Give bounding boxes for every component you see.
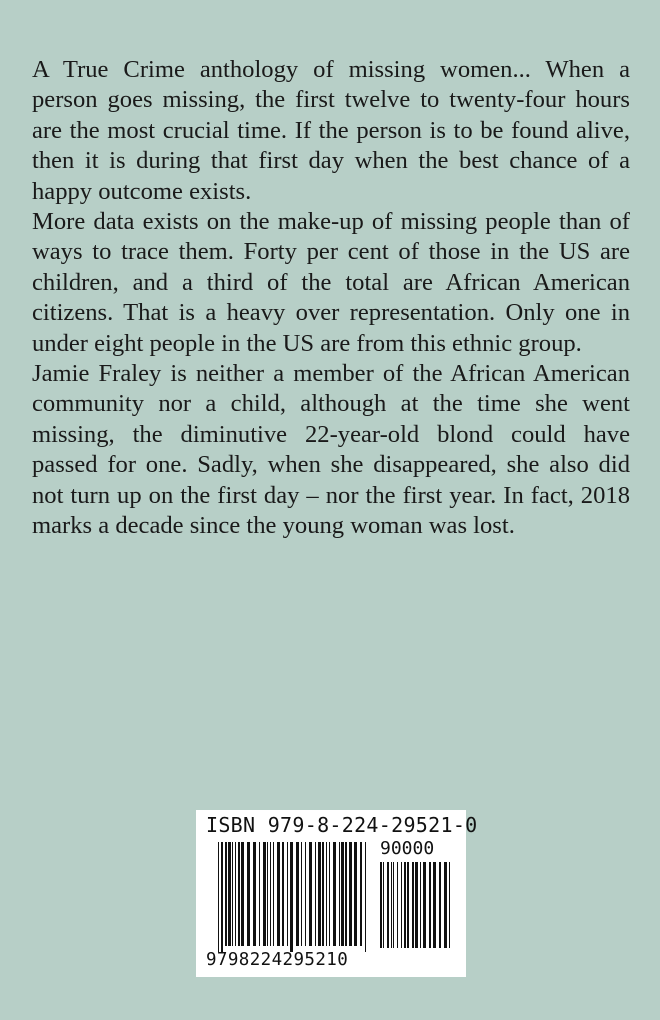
barcode-bar xyxy=(241,842,244,946)
isbn-label: ISBN 979-8-224-29521-0 xyxy=(206,813,478,837)
ean-digits: 9798224295210 xyxy=(206,950,349,970)
barcode-bar xyxy=(423,862,426,948)
barcode-bar xyxy=(267,842,268,946)
barcode-bar xyxy=(397,862,398,948)
barcode-bar xyxy=(218,842,219,952)
barcode-bar xyxy=(383,862,384,948)
barcode-bar xyxy=(365,842,366,952)
barcode-bar xyxy=(439,862,441,948)
barcode-bar xyxy=(412,862,414,948)
barcode-bar xyxy=(326,842,327,946)
barcode-bar xyxy=(282,842,284,946)
barcode-bar xyxy=(322,842,324,946)
blurb-paragraph-3: Jamie Fraley is neither a member of the African American community nor a child, although at the time she went missing, the diminutive 22-year-old blond could have passed for one. Sadly, when she disappeared, she also did not turn up on the first day – nor the first year. In fact, 2018 marks a decade since the young woman was lost. xyxy=(32,360,630,540)
barcode-bar xyxy=(221,842,223,952)
barcode-bar xyxy=(309,842,312,946)
barcode-bar xyxy=(345,842,347,946)
barcode-bar xyxy=(354,842,357,946)
barcode-bar xyxy=(232,842,233,946)
barcode-bar xyxy=(407,862,409,948)
barcode-bar xyxy=(296,842,299,946)
barcode-bar xyxy=(318,842,321,946)
barcode-bar xyxy=(305,842,306,946)
barcode-bar xyxy=(333,842,336,946)
barcode-bar xyxy=(273,842,274,946)
barcode-bar xyxy=(380,862,382,948)
barcode-bar xyxy=(404,862,406,948)
barcode-bar xyxy=(290,842,293,952)
barcode-bar xyxy=(387,862,389,948)
price-code-label: 90000 xyxy=(380,838,435,859)
barcode-bar xyxy=(225,842,227,946)
blurb-paragraph-1: A True Crime anthology of missing women... When a person goes missing, the first twelve to twenty-four hours are the most crucial time. If the person is to be found alive, then it is during that first day when the best chance of a happy outcome exists. xyxy=(32,56,630,205)
isbn-barcode-box xyxy=(196,810,478,977)
barcode-bar xyxy=(329,842,330,946)
barcode-bar xyxy=(391,862,392,948)
barcode-bar xyxy=(247,842,250,946)
barcode-bar xyxy=(433,862,436,948)
barcode-bar xyxy=(449,862,450,948)
barcode-bar xyxy=(393,862,394,948)
barcode-bar xyxy=(401,862,402,948)
blurb-paragraph-2: More data exists on the make-up of missing people than of ways to trace them. Forty per cent of those in the US are children, and a third of the total are African American citizens. That is a heavy over representation. Only one in under eight people in the US are from this ethnic group. xyxy=(32,208,630,357)
barcode-bar xyxy=(339,842,340,946)
barcode-bar xyxy=(270,842,271,946)
barcode-bar xyxy=(287,842,288,946)
barcode-bar xyxy=(349,842,352,946)
barcode-bar xyxy=(341,842,344,946)
barcode-bar xyxy=(420,862,421,948)
barcode-bar xyxy=(315,842,316,946)
barcode-bar xyxy=(301,842,302,946)
barcode-bar xyxy=(238,842,240,946)
barcode-bar xyxy=(415,862,418,948)
barcode-bar xyxy=(444,862,447,948)
barcode-bar xyxy=(259,842,260,946)
barcode-bar xyxy=(228,842,231,946)
barcode-bar xyxy=(253,842,256,946)
barcode-bar xyxy=(277,842,280,946)
ean13-barcode xyxy=(218,842,368,952)
back-cover-blurb xyxy=(32,55,630,542)
barcode-bar xyxy=(263,842,266,946)
price-addon-barcode xyxy=(380,862,450,952)
barcode-bar xyxy=(360,842,362,946)
barcode-bar xyxy=(429,862,431,948)
barcode-bar xyxy=(235,842,236,946)
